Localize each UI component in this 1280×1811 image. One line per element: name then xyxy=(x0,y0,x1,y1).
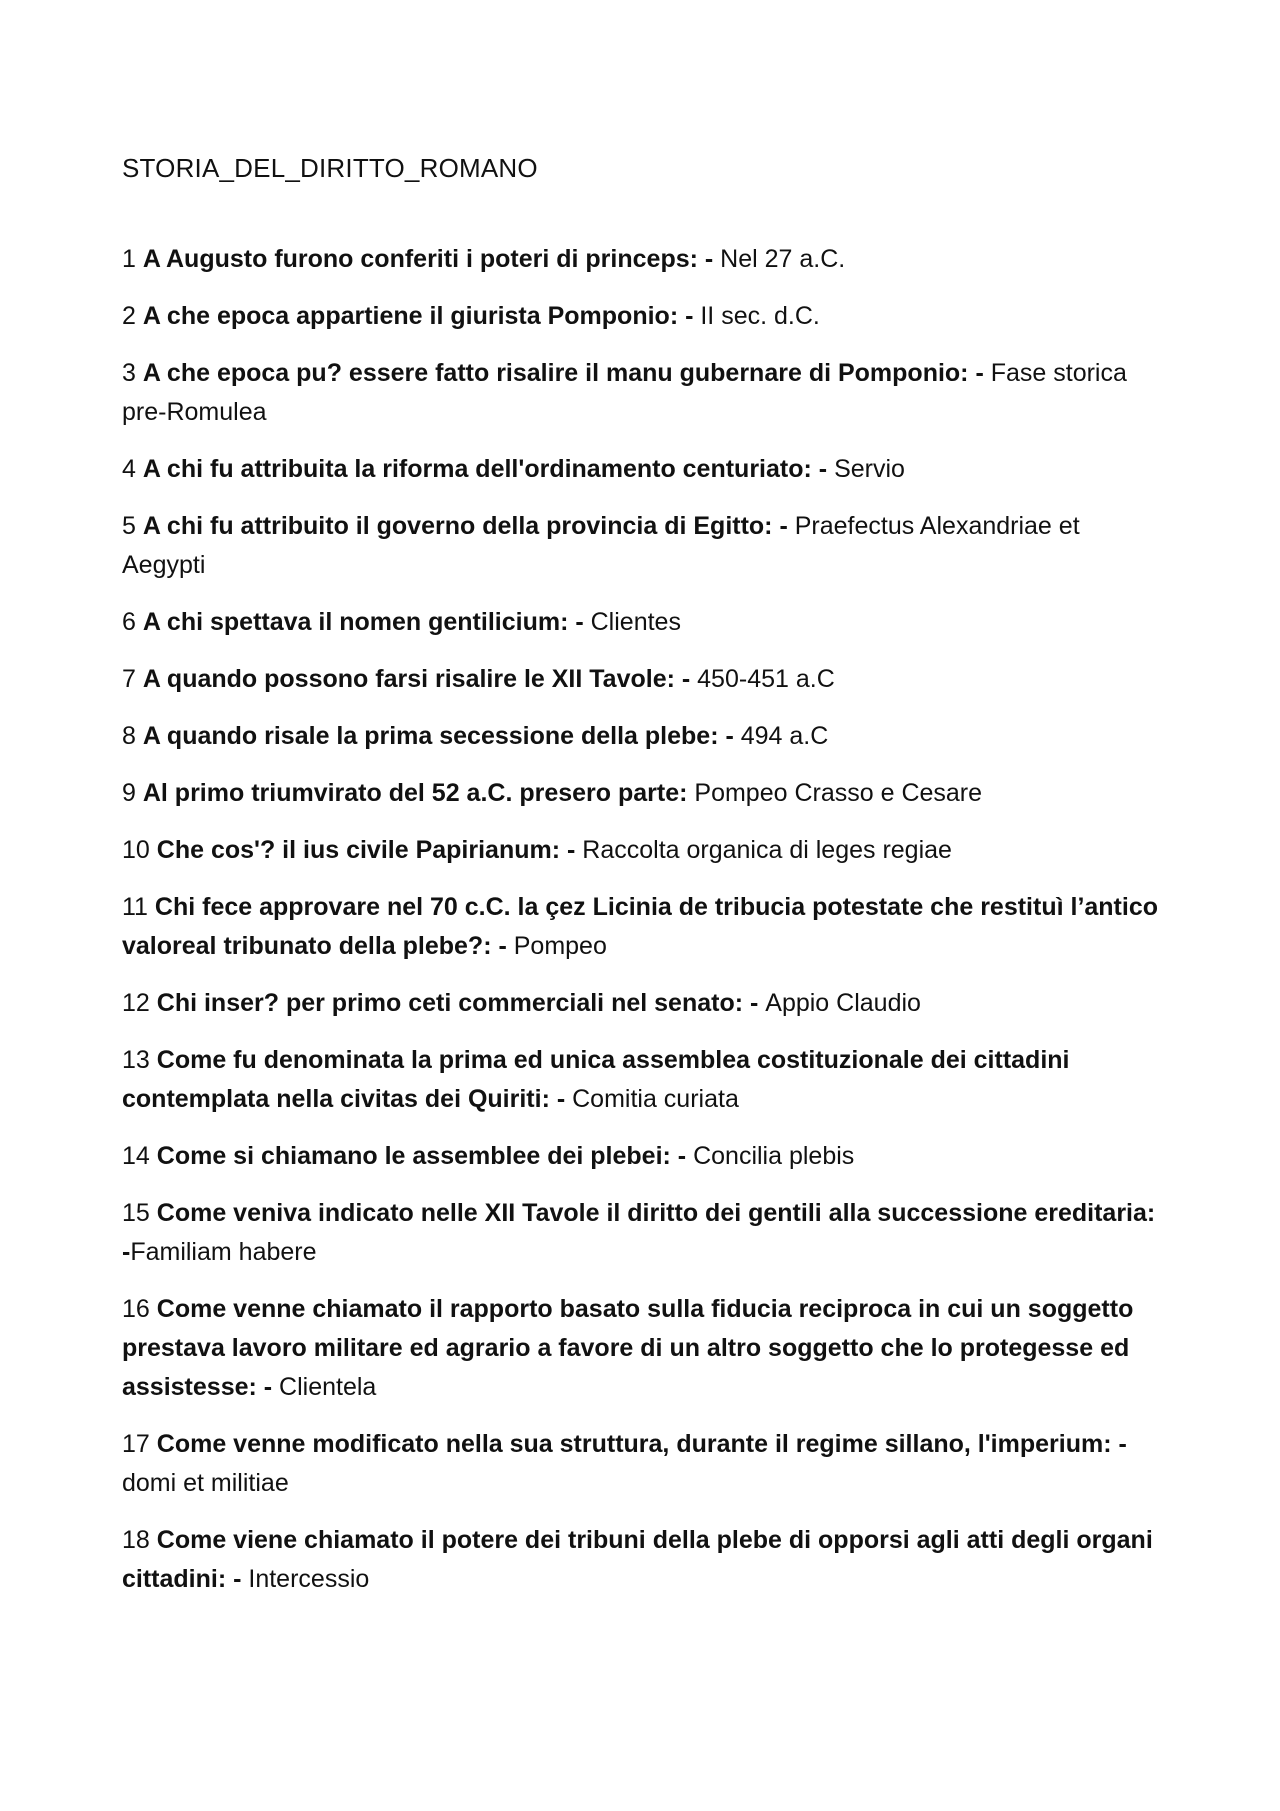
qa-item xyxy=(122,1137,1162,1176)
answer: 450-451 a.C xyxy=(697,665,835,693)
separator: - xyxy=(674,665,698,693)
question: Come venne chiamato il rapporto basato sulla fiducia reciproca in cui un soggetto prestava lavoro militare ed agrario a favore di un altro soggetto che lo protegesse ed assistesse: xyxy=(122,1295,1134,1401)
question: A Augusto furono conferiti i poteri di princeps: xyxy=(142,245,698,273)
answer: Pompeo xyxy=(513,932,607,960)
answer: Fase storica pre-Romulea xyxy=(122,359,1127,426)
answer: Concilia plebis xyxy=(693,1142,855,1170)
item-number: 2 xyxy=(122,302,136,330)
question: Chi fece approvare nel 70 c.C. la çez Licinia de tribucia potestate che restituì l’antico valoreal tribunato della plebe?: xyxy=(122,893,1159,960)
separator: - xyxy=(560,836,583,864)
item-number: 12 xyxy=(122,989,150,1017)
qa-item xyxy=(122,240,1162,279)
separator: - xyxy=(122,1238,131,1266)
document-title: STORIA_DEL_DIRITTO_ROMANO xyxy=(122,153,538,183)
qa-item xyxy=(122,603,1162,642)
question: Al primo triumvirato del 52 a.C. presero parte: xyxy=(142,779,688,807)
answer: Familiam habere xyxy=(130,1238,317,1266)
separator: - xyxy=(743,989,766,1017)
answer: Servio xyxy=(834,455,905,483)
question: A che epoca appartiene il giurista Pomponio: xyxy=(142,302,679,330)
item-number: 5 xyxy=(122,512,136,540)
answer: domi et militiae xyxy=(122,1469,289,1497)
answer: Comitia curiata xyxy=(572,1085,739,1113)
question: Come veniva indicato nelle XII Tavole il diritto dei gentili alla successione ereditaria: xyxy=(156,1199,1156,1227)
item-number: 4 xyxy=(122,455,136,483)
separator: - xyxy=(678,302,701,330)
item-number: 17 xyxy=(122,1430,150,1458)
qa-item xyxy=(122,717,1162,756)
question: A che epoca pu? essere fatto risalire il manu gubernare di Pomponio: xyxy=(142,359,969,387)
question: Come venne modificato nella sua struttura, durante il regime sillano, l'imperium: xyxy=(156,1430,1112,1458)
answer: 494 a.C xyxy=(740,722,829,750)
separator: - xyxy=(697,245,721,273)
item-number: 10 xyxy=(122,836,150,864)
qa-item xyxy=(122,450,1162,489)
answer: Clientela xyxy=(279,1373,377,1401)
question: A quando risale la prima secessione della plebe: xyxy=(142,722,719,750)
question: Come si chiamano le assemblee dei plebei: xyxy=(156,1142,671,1170)
item-number: 3 xyxy=(122,359,136,387)
document-page xyxy=(122,150,1162,1617)
question: Chi inser? per primo ceti commerciali nel senato: xyxy=(156,989,744,1017)
qa-item xyxy=(122,1041,1162,1119)
question: Che cos'? il ius civile Papirianum: xyxy=(156,836,561,864)
item-number: 15 xyxy=(122,1199,150,1227)
qa-item xyxy=(122,984,1162,1023)
item-number: 13 xyxy=(122,1046,150,1074)
separator: - xyxy=(1111,1430,1127,1458)
separator: - xyxy=(811,455,835,483)
item-number: 7 xyxy=(122,665,136,693)
answer: Raccolta organica di leges regiae xyxy=(582,836,952,864)
answer: Appio Claudio xyxy=(765,989,921,1017)
item-number: 9 xyxy=(122,779,136,807)
qa-item xyxy=(122,1290,1162,1407)
separator: - xyxy=(568,608,591,636)
answer: Nel 27 a.C. xyxy=(720,245,846,273)
item-number: 11 xyxy=(122,893,148,921)
separator: - xyxy=(718,722,741,750)
question: A chi fu attribuita la riforma dell'ordinamento centuriato: xyxy=(142,455,812,483)
qa-item xyxy=(122,354,1162,432)
qa-item xyxy=(122,297,1162,336)
qa-item xyxy=(122,888,1162,966)
qa-item xyxy=(122,831,1162,870)
separator: - xyxy=(772,512,795,540)
item-number: 14 xyxy=(122,1142,150,1170)
separator: - xyxy=(256,1373,280,1401)
item-number: 18 xyxy=(122,1526,150,1554)
question: A chi spettava il nomen gentilicium: xyxy=(142,608,569,636)
item-number: 8 xyxy=(122,722,136,750)
separator: - xyxy=(491,932,514,960)
answer: Intercessio xyxy=(248,1565,370,1593)
answer: II sec. d.C. xyxy=(700,302,820,330)
question: Come fu denominata la prima ed unica assemblea costituzionale dei cittadini contemplata nella civitas dei Quiriti: xyxy=(122,1046,1070,1113)
qa-item xyxy=(122,660,1162,699)
separator: - xyxy=(968,359,991,387)
question: A chi fu attribuito il governo della provincia di Egitto: xyxy=(142,512,773,540)
item-number: 1 xyxy=(122,245,136,273)
qa-item xyxy=(122,1425,1162,1503)
qa-list xyxy=(122,240,1162,1599)
qa-item xyxy=(122,774,1162,813)
qa-item xyxy=(122,1194,1162,1272)
separator: - xyxy=(670,1142,694,1170)
answer: Pompeo Crasso e Cesare xyxy=(694,779,983,807)
item-number: 16 xyxy=(122,1295,150,1323)
item-number: 6 xyxy=(122,608,136,636)
qa-item xyxy=(122,1521,1162,1599)
separator: - xyxy=(226,1565,249,1593)
answer: Clientes xyxy=(590,608,681,636)
question: Come viene chiamato il potere dei tribuni della plebe di opporsi agli atti degli organi cittadini: xyxy=(122,1526,1153,1593)
question: A quando possono farsi risalire le XII Tavole: xyxy=(142,665,675,693)
separator: - xyxy=(549,1085,573,1113)
qa-item xyxy=(122,507,1162,585)
answer: Praefectus Alexandriae et Aegypti xyxy=(122,512,1080,579)
